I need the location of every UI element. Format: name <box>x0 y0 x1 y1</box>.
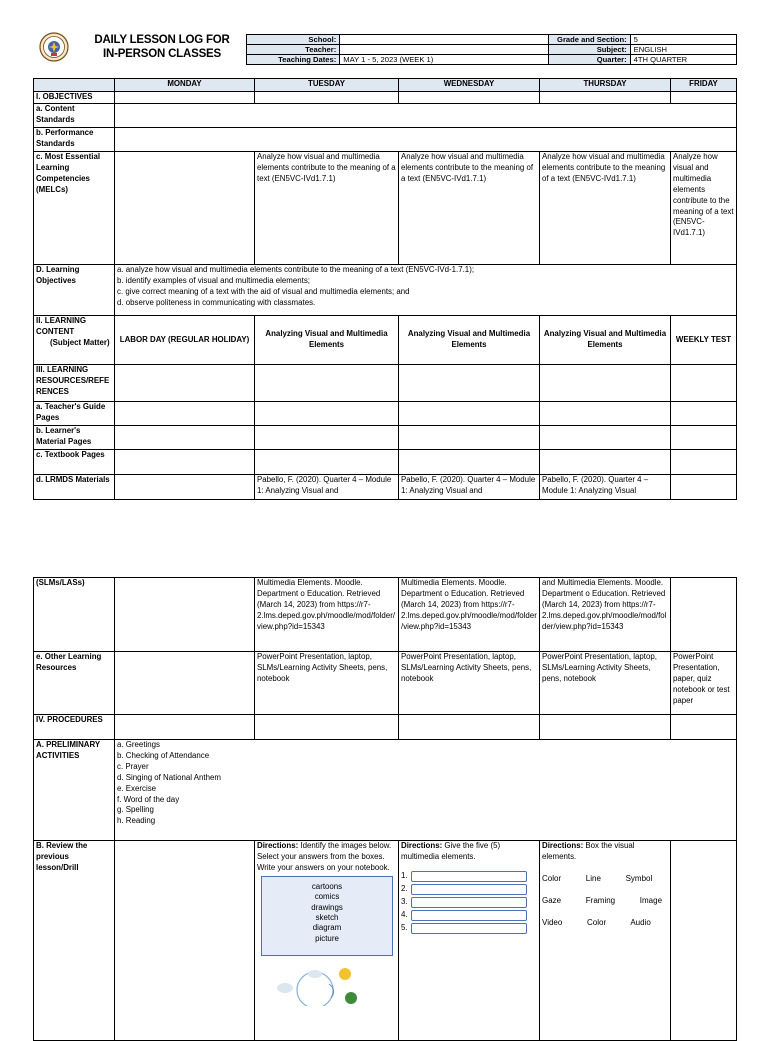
preliminary-item: c. Prayer <box>117 761 149 771</box>
answer-line-3: 3. <box>401 896 537 909</box>
day-tuesday: TUESDAY <box>255 79 399 92</box>
tuesday-directions <box>257 841 396 874</box>
other-friday: PowerPoint Presentation, paper, quiz notebook or test paper <box>671 652 737 715</box>
learning-content-title: II. LEARNING CONTENT <box>36 316 86 336</box>
lesson-log-table-page1 <box>33 78 737 500</box>
learning-resources-row <box>34 365 737 402</box>
lrmds-thursday: Pabello, F. (2020). Quarter 4 – Module 1: Analyzing Visual <box>540 475 671 500</box>
visual-words-row: Gaze Framing Image <box>542 895 663 905</box>
day-friday: FRIDAY <box>671 79 737 92</box>
slms-wednesday: Multimedia Elements. Moodle. Department o Education. Retrieved (March 14, 2023) from https://r7-2.lms.deped.gov.ph/moodle/mod/folder/view.php?id=15343 <box>399 578 540 652</box>
wednesday-directions-text: Give the five (5) multimedia elements. <box>401 841 501 861</box>
teacher-value <box>340 45 548 55</box>
objective-item: d. observe politeness in communicating with classmates. <box>117 297 316 307</box>
preliminary-item: b. Checking of Attendance <box>117 750 210 760</box>
preliminary-item: g. Spelling <box>117 805 154 815</box>
days-header-row <box>34 79 737 92</box>
melcs-wednesday: Analyze how visual and multimedia elements contribute to the meaning of a text (EN5VC-IVd1.7.1) <box>399 152 540 265</box>
directions-label: Directions: <box>542 841 584 850</box>
grade-label: Grade and Section: <box>548 35 630 45</box>
day-monday: MONDAY <box>115 79 255 92</box>
lrmds-tuesday: Pabello, F. (2020). Quarter 4 – Module 1: Analyzing Visual and <box>255 475 399 500</box>
visual-words-row: Color Line Symbol <box>542 873 653 883</box>
preliminary-item: e. Exercise <box>117 783 157 793</box>
content-standards-value <box>115 104 737 128</box>
objectives-row <box>34 92 737 104</box>
melcs-monday <box>115 152 255 265</box>
thursday-directions-text: Box the visual elements. <box>542 841 635 861</box>
quarter-label: Quarter: <box>548 55 630 65</box>
preliminary-item: f. Word of the day <box>117 794 180 804</box>
lesson-log-table-page2 <box>33 577 737 1041</box>
subject-label: Subject: <box>548 45 630 55</box>
preliminary-item: a. Greetings <box>117 740 160 749</box>
school-label: School: <box>247 35 340 45</box>
procedures-label: IV. PROCEDURES <box>34 715 115 740</box>
answer-input-5[interactable] <box>411 923 527 934</box>
melcs-label: c. Most Essential Learning Competencies (MELCs) <box>34 152 115 265</box>
preliminary-item: h. Reading <box>117 816 156 826</box>
melcs-tuesday: Analyze how visual and multimedia elements contribute to the meaning of a text (EN5VC-IVd1.7.1) <box>255 152 399 265</box>
header-info-table <box>246 34 737 65</box>
wednesday-directions <box>401 841 537 863</box>
slms-tuesday: Multimedia Elements. Moodle. Department o Education. Retrieved (March 14, 2023) from https://r7-2.lms.deped.gov.ph/moodle/mod/folder/view.php?id=15343 <box>255 578 399 652</box>
answer-line-2: 2. <box>401 883 537 896</box>
other-resources-label: e. Other Learning Resources <box>34 652 115 715</box>
word-choice: comics <box>314 892 340 902</box>
answer-input-4[interactable] <box>411 910 527 921</box>
review-wednesday <box>399 841 540 1041</box>
content-standards-label: a. Content Standards <box>34 104 115 128</box>
learners-material-label: b. Learner's Material Pages <box>34 426 115 450</box>
day-wednesday: WEDNESDAY <box>399 79 540 92</box>
content-standards-row <box>34 104 737 128</box>
grade-value: 5 <box>630 35 736 45</box>
review-thursday <box>540 841 671 1041</box>
teachers-guide-row <box>34 402 737 426</box>
other-tuesday: PowerPoint Presentation, laptop, SLMs/Learning Activity Sheets, pens, notebook <box>255 652 399 715</box>
slms-label: (SLMs/LASs) <box>34 578 115 652</box>
monday-content: LABOR DAY (REGULAR HOLIDAY) <box>115 316 255 365</box>
preliminary-list <box>115 740 737 841</box>
tuesday-content: Analyzing Visual and Multimedia Elements <box>255 316 399 365</box>
answer-input-3[interactable] <box>411 897 527 908</box>
learning-objectives-label: D. Learning Objectives <box>34 265 115 316</box>
lrmds-label: d. LRMDS Materials <box>34 475 115 500</box>
directions-label: Directions: <box>257 841 299 850</box>
textbook-row <box>34 450 737 475</box>
slms-row <box>34 578 737 652</box>
performance-standards-label: b. Performance Standards <box>34 128 115 152</box>
answer-line-5: 5. <box>401 922 537 935</box>
learning-resources-label: III. LEARNING RESOURCES/REFERENCES <box>34 365 115 402</box>
learners-material-row <box>34 426 737 450</box>
other-thursday: PowerPoint Presentation, laptop, SLMs/Learning Activity Sheets, pens, notebook <box>540 652 671 715</box>
objectives-label: I. OBJECTIVES <box>34 92 115 104</box>
visual-words-row: Video Color Audio <box>542 917 651 927</box>
review-row <box>34 841 737 1041</box>
subject-value: ENGLISH <box>630 45 736 55</box>
preliminary-row <box>34 740 737 841</box>
tuesday-directions-text: Identify the images below. Select your answers from the boxes. Write your answers on your notebook. <box>257 841 392 872</box>
document-title <box>76 33 248 61</box>
review-tuesday <box>255 841 399 1041</box>
thursday-directions <box>542 841 668 863</box>
title-line-1: DAILY LESSON LOG FOR <box>94 34 230 46</box>
other-wednesday: PowerPoint Presentation, laptop, SLMs/Learning Activity Sheets, pens, notebook <box>399 652 540 715</box>
other-resources-row <box>34 652 737 715</box>
word-choice: picture <box>315 933 339 943</box>
deped-seal-icon <box>39 32 69 62</box>
word-choice: drawings <box>311 902 343 912</box>
word-choice: cartoons <box>311 881 343 891</box>
thursday-content: Analyzing Visual and Multimedia Elements <box>540 316 671 365</box>
review-label: B. Review the previous lesson/Drill <box>34 841 115 1041</box>
performance-standards-value <box>115 128 737 152</box>
document-header <box>34 32 737 69</box>
quarter-value: 4TH QUARTER <box>630 55 736 65</box>
subject-matter-label: (Subject Matter) <box>50 337 110 347</box>
learning-objectives-list <box>115 265 737 316</box>
dates-label: Teaching Dates: <box>247 55 340 65</box>
preliminary-item: d. Singing of National Anthem <box>117 772 221 782</box>
melcs-thursday: Analyze how visual and multimedia elements contribute to the meaning of a text (EN5VC-IVd1.7.1) <box>540 152 671 265</box>
learning-content-row <box>34 316 737 365</box>
answer-input-2[interactable] <box>411 884 527 895</box>
textbook-label: c. Textbook Pages <box>34 450 115 475</box>
word-choice: diagram <box>312 923 342 933</box>
learning-objectives-row <box>34 265 737 316</box>
corner-cell <box>34 79 115 92</box>
friday-content: WEEKLY TEST <box>671 316 737 365</box>
slms-thursday: and Multimedia Elements. Moodle. Department o Education. Retrieved (March 14, 2023) from https://r7-2.lms.deped.gov.ph/moodle/mod/folder/view.php?id=15343 <box>540 578 671 652</box>
day-thursday: THURSDAY <box>540 79 671 92</box>
word-choice: sketch <box>315 912 339 922</box>
lrmds-wednesday: Pabello, F. (2020). Quarter 4 – Module 1: Analyzing Visual and <box>399 475 540 500</box>
performance-standards-row <box>34 128 737 152</box>
cycle-diagram-icon <box>271 964 361 1006</box>
answer-line-1: 1. <box>401 870 537 883</box>
title-line-2: IN-PERSON CLASSES <box>102 48 221 60</box>
directions-label: Directions: <box>401 841 443 850</box>
wednesday-content: Analyzing Visual and Multimedia Elements <box>399 316 540 365</box>
teachers-guide-label: a. Teacher's Guide Pages <box>34 402 115 426</box>
objective-item: b. identify examples of visual and multimedia elements; <box>117 275 310 285</box>
procedures-row <box>34 715 737 740</box>
school-value <box>340 35 548 45</box>
teacher-label: Teacher: <box>247 45 340 55</box>
objective-item: a. analyze how visual and multimedia elements contribute to the meaning of a text (EN5VC-IVd-1.7.1); <box>117 265 475 274</box>
answer-input-1[interactable] <box>411 871 527 882</box>
word-choices-box <box>261 876 393 956</box>
dates-value: MAY 1 - 5, 2023 (WEEK 1) <box>340 55 548 65</box>
lrmds-row <box>34 475 737 500</box>
learning-content-label <box>34 316 115 365</box>
melcs-friday: Analyze how visual and multimedia elements contribute to the meaning of a text (EN5VC-IVd1.7.1) <box>671 152 737 265</box>
objective-item: c. give correct meaning of a text with the aid of visual and multimedia elements; and <box>117 286 410 296</box>
answer-line-4: 4. <box>401 909 537 922</box>
melcs-row <box>34 152 737 265</box>
preliminary-label: A. PRELIMINARY ACTIVITIES <box>34 740 115 841</box>
